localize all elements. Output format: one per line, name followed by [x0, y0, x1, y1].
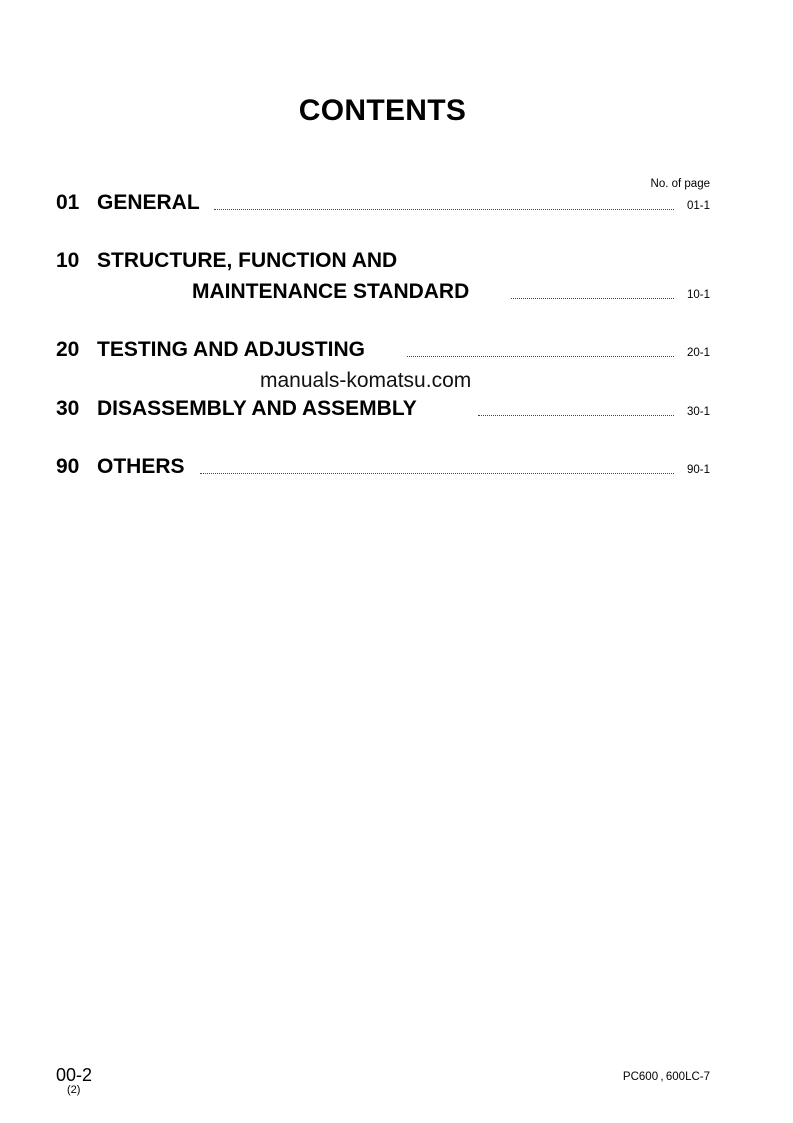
page-title: CONTENTS	[298, 94, 467, 127]
section-page: 01-1	[686, 199, 710, 212]
toc-row-structure-line2[interactable]	[56, 278, 710, 306]
toc-row-testing[interactable]	[56, 336, 710, 364]
section-number: 20	[56, 338, 80, 361]
section-title: TESTING AND ADJUSTING	[97, 338, 365, 361]
watermark: manuals-komatsu.com	[260, 369, 472, 392]
section-number: 90	[56, 455, 80, 478]
dot-leader	[511, 298, 674, 299]
toc-row-general[interactable]	[56, 189, 710, 217]
section-number: 10	[56, 249, 80, 272]
section-page: 90-1	[686, 463, 710, 476]
toc-row-others[interactable]	[56, 453, 710, 481]
no-of-page-label: No. of page	[650, 178, 710, 190]
dot-leader	[214, 209, 674, 210]
section-title: DISASSEMBLY AND ASSEMBLY	[97, 397, 417, 420]
footer-model: PC600 , 600LC-7	[622, 1071, 710, 1083]
section-title-continued: MAINTENANCE STANDARD	[192, 280, 470, 303]
section-title: GENERAL	[97, 191, 200, 214]
toc-row-disassembly[interactable]	[56, 395, 710, 423]
footer-page-number: 00-2	[56, 1065, 93, 1085]
section-title: STRUCTURE, FUNCTION AND	[97, 249, 398, 272]
section-page: 10-1	[686, 288, 710, 301]
section-number: 01	[56, 191, 80, 214]
section-number: 30	[56, 397, 80, 420]
footer-revision: (2)	[67, 1084, 81, 1096]
section-page: 30-1	[686, 405, 710, 418]
toc-row-structure-line1[interactable]	[56, 247, 710, 275]
dot-leader	[200, 473, 674, 474]
section-title: OTHERS	[97, 455, 185, 478]
dot-leader	[407, 356, 674, 357]
dot-leader	[478, 415, 674, 416]
section-page: 20-1	[686, 346, 710, 359]
